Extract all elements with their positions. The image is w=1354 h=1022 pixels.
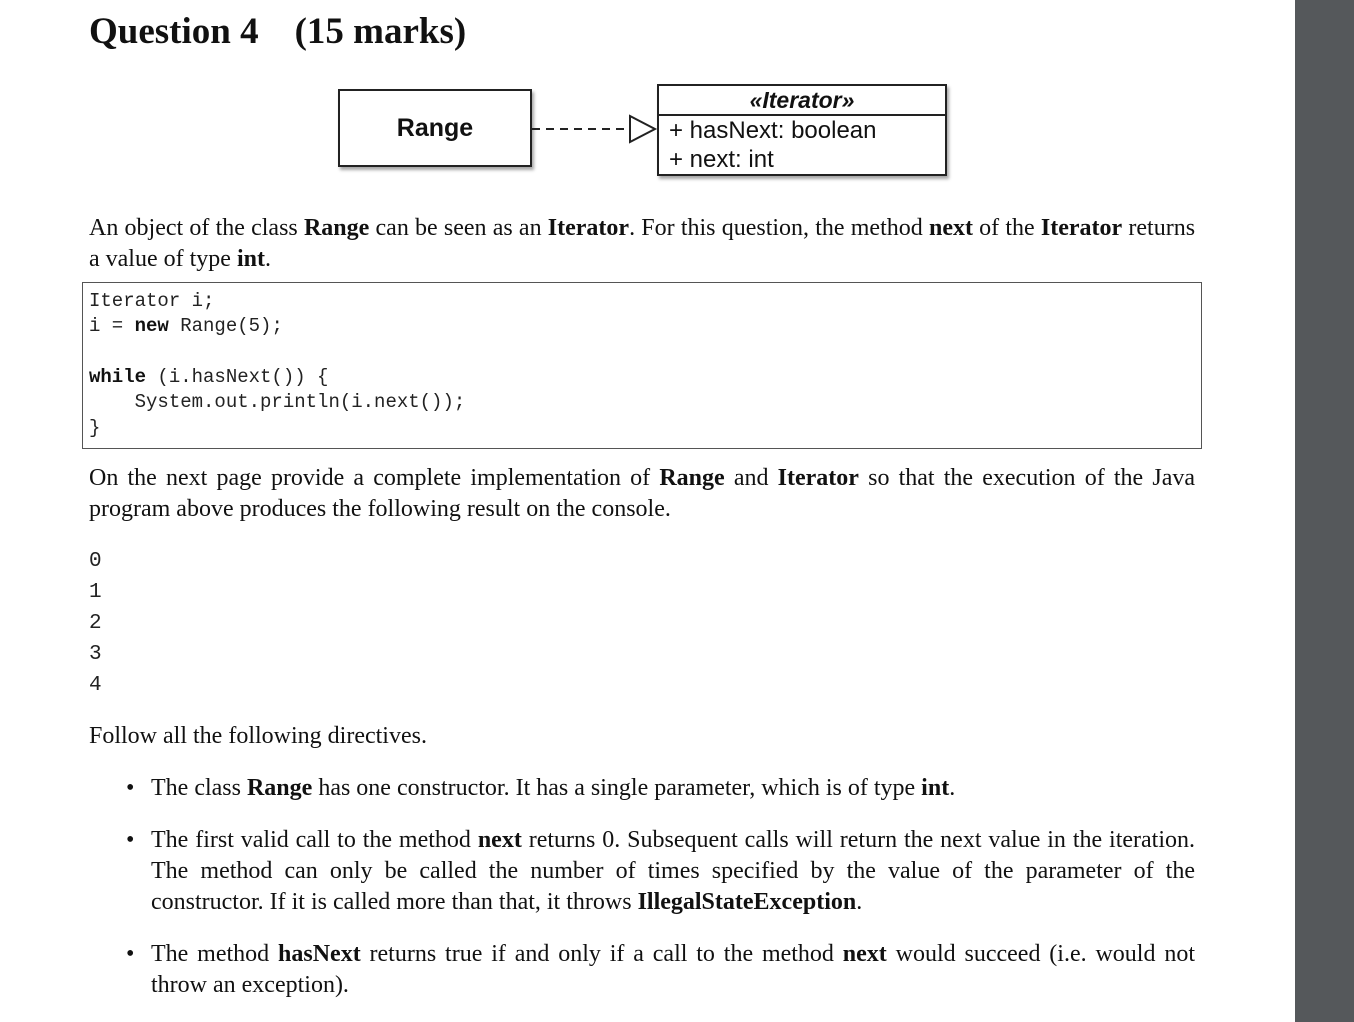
code-text: Iterator i; bbox=[89, 290, 215, 312]
directive-text: The first valid call to the method bbox=[151, 827, 478, 853]
intro-text: of the bbox=[972, 215, 1041, 241]
intro-bold: Iterator bbox=[1040, 215, 1123, 241]
directive-item bbox=[126, 939, 1195, 1001]
directive-text: The class bbox=[151, 775, 247, 801]
question-heading bbox=[89, 10, 466, 53]
intro-bold: next bbox=[928, 215, 973, 241]
uml-class-name: Range bbox=[396, 113, 474, 142]
console-output-line: 4 bbox=[89, 674, 102, 697]
instructions-text: and bbox=[724, 465, 778, 491]
console-output-line: 1 bbox=[89, 581, 102, 604]
directive-text: . bbox=[856, 889, 863, 915]
code-line bbox=[89, 365, 328, 389]
directives-list bbox=[126, 773, 1195, 1022]
intro-text: returns a value of type bbox=[89, 215, 1196, 272]
directive-text: The method bbox=[151, 941, 279, 967]
directive-bold: IllegalStateException bbox=[637, 889, 857, 915]
intro-text: . For this question, the method bbox=[629, 215, 929, 241]
intro-text: can be seen as an bbox=[369, 215, 548, 241]
console-output-line: 0 bbox=[89, 550, 102, 573]
intro-paragraph bbox=[89, 213, 1195, 275]
uml-hollow-arrowhead-icon bbox=[630, 116, 655, 142]
uml-operation-hasnext: + hasNext: boolean bbox=[669, 117, 877, 144]
uml-stereotype: «Iterator» bbox=[659, 86, 945, 116]
code-listing bbox=[82, 282, 1202, 449]
question-marks: (15 marks) bbox=[294, 11, 467, 52]
uml-interface-iterator bbox=[657, 84, 947, 176]
intro-text: An object of the class bbox=[89, 215, 304, 241]
directive-bold: int bbox=[921, 775, 950, 801]
intro-bold: int bbox=[236, 246, 265, 272]
console-output-line: 2 bbox=[89, 612, 102, 635]
instructions-bold: Range bbox=[659, 465, 725, 491]
directive-text: would succeed (i.e. would not throw an exception). bbox=[151, 941, 1195, 998]
uml-class-range bbox=[338, 89, 532, 167]
code-line bbox=[89, 289, 214, 313]
directive-bold: Range bbox=[246, 775, 313, 801]
intro-bold: Range bbox=[303, 215, 370, 241]
bullet-icon: • bbox=[126, 827, 135, 853]
directive-text: . bbox=[949, 775, 956, 801]
console-output-line: 3 bbox=[89, 643, 102, 666]
code-keyword: while bbox=[89, 366, 147, 388]
code-keyword: new bbox=[134, 315, 169, 337]
instructions-text: so that the execution of the Java program above produces the following result on the console. bbox=[89, 465, 1195, 522]
directive-text: returns true if and only if a call to the method bbox=[360, 941, 843, 967]
code-text: (i.hasNext()) { bbox=[146, 366, 329, 388]
code-line bbox=[89, 390, 465, 414]
code-line bbox=[89, 416, 100, 440]
directive-text: returns 0. Subsequent calls will return the next value in the iteration. The method can only be called the number of times specified by the value of the parameter of the constructor. If it is called more than that, it throws bbox=[151, 827, 1195, 915]
directive-item bbox=[126, 825, 1195, 918]
code-text: Range(5); bbox=[168, 315, 283, 337]
directives-intro: Follow all the following directives. bbox=[89, 723, 427, 749]
instructions-paragraph bbox=[89, 463, 1195, 525]
code-text: i = bbox=[89, 315, 135, 337]
code-line bbox=[89, 314, 283, 338]
bullet-icon: • bbox=[126, 941, 135, 967]
uml-realization-arrow bbox=[530, 113, 660, 147]
directive-text: has one constructor. It has a single parameter, which is of type bbox=[312, 775, 922, 801]
directive-bold: hasNext bbox=[278, 941, 361, 967]
instructions-text: On the next page provide a complete implementation of bbox=[89, 465, 660, 491]
intro-bold: Iterator bbox=[547, 215, 630, 241]
scrollbar[interactable] bbox=[1295, 0, 1354, 1022]
directive-bold: next bbox=[842, 941, 887, 967]
directive-item bbox=[126, 773, 1195, 804]
bullet-icon: • bbox=[126, 775, 135, 801]
directive-bold: next bbox=[477, 827, 522, 853]
intro-text: . bbox=[264, 246, 271, 272]
instructions-bold: Iterator bbox=[777, 465, 859, 491]
code-text: System.out.println(i.next()); bbox=[89, 391, 466, 413]
uml-operation-next: + next: int bbox=[669, 146, 774, 173]
code-text: } bbox=[89, 417, 101, 439]
question-number: Question 4 bbox=[89, 11, 259, 52]
